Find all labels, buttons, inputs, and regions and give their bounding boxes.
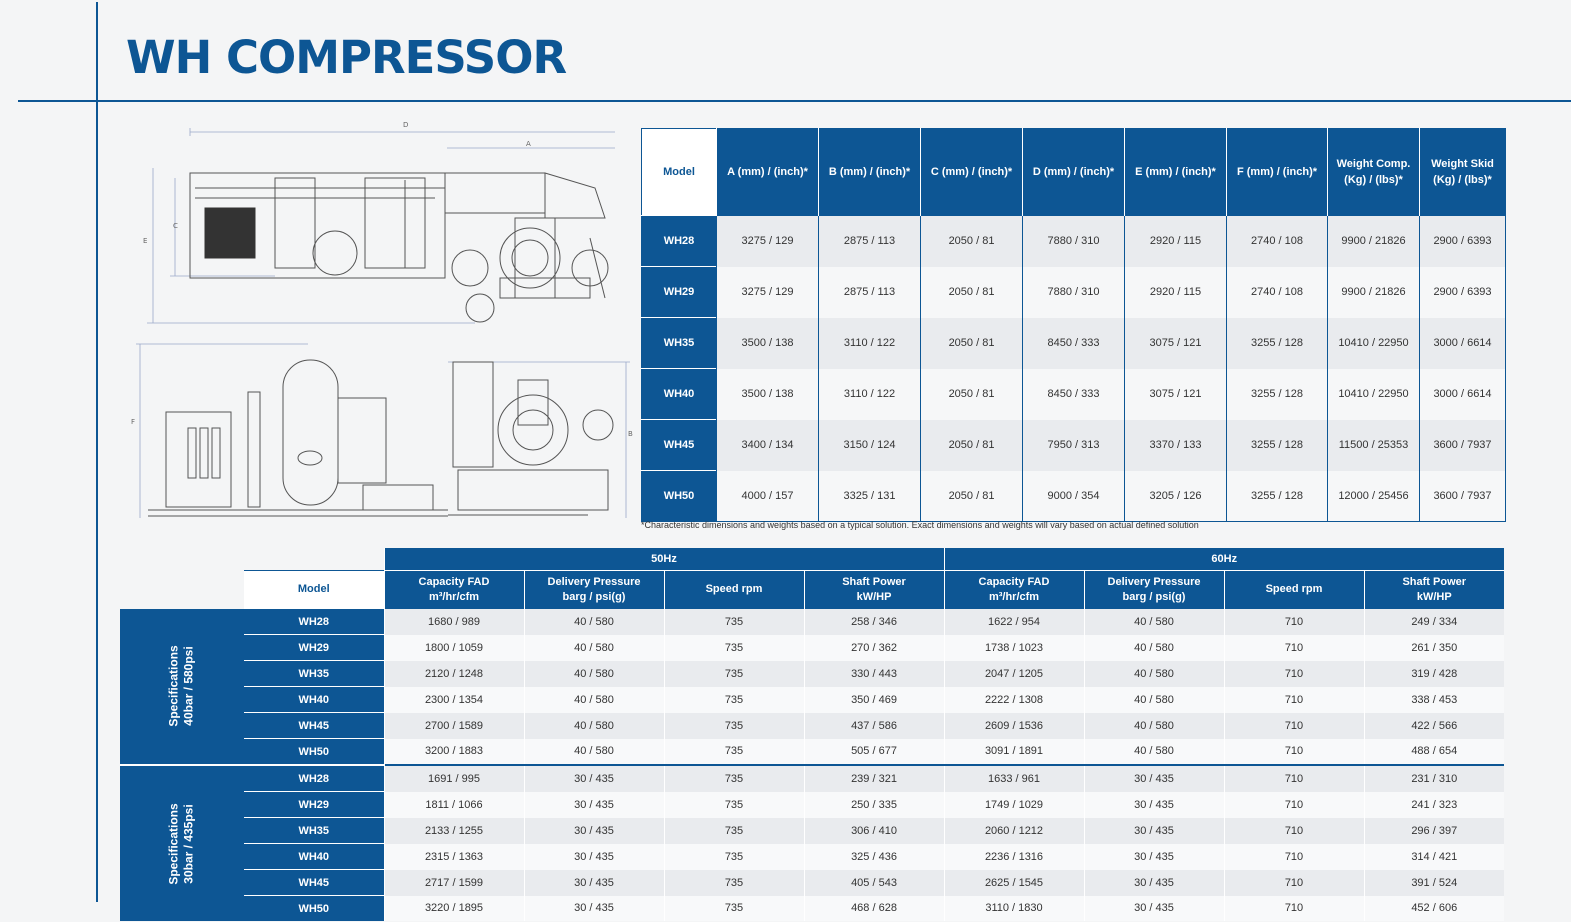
spec-header-50hz: 50Hz [384,548,944,571]
spec-value: 710 [1224,609,1364,635]
spec-value: 735 [664,844,804,870]
spec-value: 30 / 435 [524,844,664,870]
spec-value: 250 / 335 [804,792,944,818]
spec-row [120,765,1504,792]
dimension-value: 3150 / 124 [819,420,921,471]
dim-header-d: D (mm) / (inch)* [1023,129,1125,216]
spec-value: 30 / 435 [524,896,664,922]
dimension-value: 8450 / 333 [1023,369,1125,420]
spec-value: 710 [1224,818,1364,844]
spec-value: 261 / 350 [1364,635,1504,661]
spec-header-text: Capacity FAD [418,575,490,588]
spec-value: 710 [1224,870,1364,896]
spec-value: 40 / 580 [1084,635,1224,661]
spec-value: 2047 / 1205 [944,661,1084,687]
dimension-value: 2050 / 81 [921,267,1023,318]
spec-value: 30 / 435 [1084,818,1224,844]
spec-value: 2236 / 1316 [944,844,1084,870]
dim-header-e: E (mm) / (inch)* [1125,129,1227,216]
spec-header-model: Model [244,571,384,609]
spec-value: 330 / 443 [804,661,944,687]
spec-value: 40 / 580 [524,739,664,766]
model-cell: WH29 [244,792,384,818]
spec-group-label-text [167,803,197,884]
spec-row [120,844,1504,870]
spec-value: 2625 / 1545 [944,870,1084,896]
spec-value: 40 / 580 [524,609,664,635]
spec-value: 735 [664,713,804,739]
dimension-value: 2050 / 81 [921,318,1023,369]
spec-row [120,635,1504,661]
dimension-value: 3255 / 128 [1227,369,1328,420]
spec-header-unit: kW/HP [1416,590,1452,603]
spec-value: 735 [664,818,804,844]
dim-header-weight-skid: Weight Skid (Kg) / (lbs)* [1420,129,1506,216]
model-cell: WH40 [244,844,384,870]
spec-header-unit: barg / psi(g) [1122,590,1186,603]
spec-value: 710 [1224,635,1364,661]
spec-value: 1680 / 989 [384,609,524,635]
dimensions-header-row [642,129,1506,216]
dimensions-row [642,267,1506,318]
dimension-value: 2740 / 108 [1227,267,1328,318]
dim-label-e: E [143,237,148,245]
dimension-value: 2920 / 115 [1125,267,1227,318]
model-cell: WH40 [642,369,717,420]
spec-value: 30 / 435 [524,792,664,818]
spec-subheader-row [120,571,1504,609]
spec-group-pressure: 40bar / 580psi [181,646,196,726]
spec-value: 710 [1224,687,1364,713]
dimension-value: 3255 / 128 [1227,471,1328,522]
spec-value: 2222 / 1308 [944,687,1084,713]
spec-value: 319 / 428 [1364,661,1504,687]
spec-group-title: Specifications [166,802,181,885]
dimensions-row [642,369,1506,420]
dimension-value: 3600 / 7937 [1420,471,1506,522]
spec-frequency-row [120,548,1504,571]
spec-value: 2609 / 1536 [944,713,1084,739]
spec-value: 3200 / 1883 [384,739,524,766]
spec-value: 2315 / 1363 [384,844,524,870]
spec-value: 40 / 580 [1084,739,1224,766]
dimension-value: 3110 / 122 [819,369,921,420]
spec-header-text: Capacity FAD [978,575,1050,588]
dimension-value: 8450 / 333 [1023,318,1125,369]
spec-value: 2120 / 1248 [384,661,524,687]
spec-header-text: Shaft Power [842,575,906,588]
spec-value: 710 [1224,739,1364,766]
spec-header-unit: barg / psi(g) [562,590,626,603]
dimensions-row [642,318,1506,369]
spec-value: 296 / 397 [1364,818,1504,844]
model-cell: WH28 [642,216,717,267]
spec-header-text: Speed rpm [1265,583,1323,596]
spec-header-capacity-60 [944,571,1084,609]
spec-value: 710 [1224,792,1364,818]
dimension-value: 2875 / 113 [819,267,921,318]
spec-header-speed-60 [1224,571,1364,609]
spec-value: 30 / 435 [524,818,664,844]
model-cell: WH45 [244,713,384,739]
model-cell: WH35 [642,318,717,369]
model-cell: WH29 [642,267,717,318]
spec-value: 3220 / 1895 [384,896,524,922]
model-cell: WH45 [244,870,384,896]
dim-header-c: C (mm) / (inch)* [921,129,1023,216]
spec-value: 1633 / 961 [944,765,1084,792]
spec-value: 735 [664,896,804,922]
dimension-value: 3325 / 131 [819,471,921,522]
dimension-value: 3000 / 6614 [1420,369,1506,420]
spec-row [120,870,1504,896]
page-title: WH COMPRESSOR [126,31,567,84]
dimension-value: 10410 / 22950 [1328,318,1420,369]
dim-label-b: B [628,430,633,438]
model-cell: WH29 [244,635,384,661]
dimensions-row [642,471,1506,522]
dimensions-row [642,216,1506,267]
spec-value: 40 / 580 [524,661,664,687]
spec-value: 314 / 421 [1364,844,1504,870]
model-cell: WH28 [244,765,384,792]
spec-value: 452 / 606 [1364,896,1504,922]
model-cell: WH50 [244,739,384,766]
spec-value: 3091 / 1891 [944,739,1084,766]
spec-value: 735 [664,765,804,792]
spec-value: 468 / 628 [804,896,944,922]
spec-value: 40 / 580 [1084,687,1224,713]
model-cell: WH28 [244,609,384,635]
dimensions-row [642,420,1506,471]
spec-header-text: Delivery Pressure [1107,575,1201,588]
dimension-value: 3075 / 121 [1125,318,1227,369]
spec-value: 2300 / 1354 [384,687,524,713]
dimension-value: 11500 / 25353 [1328,420,1420,471]
dimension-value: 10410 / 22950 [1328,369,1420,420]
spec-value: 30 / 435 [1084,870,1224,896]
spec-value: 735 [664,870,804,896]
dimension-value: 9900 / 21826 [1328,267,1420,318]
spec-value: 40 / 580 [1084,661,1224,687]
spec-value: 40 / 580 [524,687,664,713]
spec-value: 488 / 654 [1364,739,1504,766]
spec-value: 270 / 362 [804,635,944,661]
dimension-value: 3255 / 128 [1227,318,1328,369]
dim-label-c: C [173,222,178,230]
dimension-value: 4000 / 157 [717,471,819,522]
dimension-value: 2900 / 6393 [1420,267,1506,318]
dim-header-f: F (mm) / (inch)* [1227,129,1328,216]
dimension-value: 2740 / 108 [1227,216,1328,267]
spec-value: 30 / 435 [1084,792,1224,818]
spec-group-label [120,609,244,766]
spec-header-pressure-50 [524,571,664,609]
spec-value: 239 / 321 [804,765,944,792]
spec-blank-cell [120,548,244,571]
spec-header-unit: m³/hr/cfm [988,590,1040,603]
spec-value: 325 / 436 [804,844,944,870]
spec-value: 3110 / 1830 [944,896,1084,922]
spec-row [120,818,1504,844]
spec-value: 710 [1224,896,1364,922]
spec-header-60hz: 60Hz [944,548,1504,571]
spec-value: 2717 / 1599 [384,870,524,896]
dimension-value: 3600 / 7937 [1420,420,1506,471]
dimension-value: 3400 / 134 [717,420,819,471]
model-cell: WH35 [244,661,384,687]
dimension-value: 7880 / 310 [1023,267,1125,318]
dimension-value: 3275 / 129 [717,267,819,318]
spec-value: 710 [1224,661,1364,687]
spec-value: 30 / 435 [524,765,664,792]
dimension-value: 9000 / 354 [1023,471,1125,522]
spec-value: 1800 / 1059 [384,635,524,661]
spec-row [120,713,1504,739]
spec-group-label-text [167,646,197,727]
spec-group-pressure: 30bar / 435psi [181,803,196,884]
model-cell: WH45 [642,420,717,471]
dim-label-a: A [526,140,531,148]
spec-value: 231 / 310 [1364,765,1504,792]
spec-value: 1622 / 954 [944,609,1084,635]
compressor-front-view-drawing [128,340,633,520]
dimensions-footnote: *Characteristic dimensions and weights based on a typical solution. Exact dimensions and weights will vary based on actual defined solution [641,520,1199,530]
spec-value: 1811 / 1066 [384,792,524,818]
vertical-rule [96,2,98,902]
dimension-value: 3500 / 138 [717,318,819,369]
spec-value: 437 / 586 [804,713,944,739]
model-cell: WH50 [244,896,384,922]
spec-row [120,609,1504,635]
dimension-value: 2050 / 81 [921,471,1023,522]
dimensions-table [641,128,1506,522]
compressor-side-view-drawing [135,118,615,330]
dimension-value: 3075 / 121 [1125,369,1227,420]
dimension-value: 2875 / 113 [819,216,921,267]
dimension-value: 3500 / 138 [717,369,819,420]
spec-header-speed-50 [664,571,804,609]
spec-value: 1691 / 995 [384,765,524,792]
spec-value: 735 [664,739,804,766]
spec-value: 40 / 580 [524,713,664,739]
spec-value: 735 [664,792,804,818]
spec-value: 241 / 323 [1364,792,1504,818]
spec-group-label [120,765,244,921]
spec-value: 350 / 469 [804,687,944,713]
dimension-value: 3275 / 129 [717,216,819,267]
dimension-value: 3000 / 6614 [1420,318,1506,369]
spec-value: 422 / 566 [1364,713,1504,739]
spec-value: 30 / 435 [524,870,664,896]
dim-header-weight-comp: Weight Comp. (Kg) / (lbs)* [1328,129,1420,216]
dimension-value: 3110 / 122 [819,318,921,369]
specifications-table [120,548,1504,921]
spec-value: 249 / 334 [1364,609,1504,635]
dimension-value: 2050 / 81 [921,369,1023,420]
spec-row [120,896,1504,922]
dim-header-b: B (mm) / (inch)* [819,129,921,216]
spec-header-capacity-50 [384,571,524,609]
dim-label-d: D [403,121,409,129]
spec-value: 735 [664,609,804,635]
spec-value: 338 / 453 [1364,687,1504,713]
dimension-value: 2900 / 6393 [1420,216,1506,267]
spec-header-text: Delivery Pressure [547,575,641,588]
spec-value: 505 / 677 [804,739,944,766]
horizontal-rule [18,100,1571,102]
spec-header-text: Shaft Power [1402,575,1467,588]
spec-header-unit: m³/hr/cfm [428,590,480,603]
spec-header-pressure-60 [1084,571,1224,609]
spec-value: 306 / 410 [804,818,944,844]
spec-row [120,792,1504,818]
spec-header-power-50 [804,571,944,609]
spec-value: 2133 / 1255 [384,818,524,844]
spec-value: 40 / 580 [1084,713,1224,739]
spec-value: 30 / 435 [1084,765,1224,792]
model-cell: WH40 [244,687,384,713]
spec-value: 405 / 543 [804,870,944,896]
spec-header-power-60 [1364,571,1504,609]
spec-value: 735 [664,661,804,687]
spec-value: 40 / 580 [524,635,664,661]
dimension-value: 7950 / 313 [1023,420,1125,471]
dimension-value: 12000 / 25456 [1328,471,1420,522]
dim-label-f: F [131,418,136,426]
dimension-value: 3205 / 126 [1125,471,1227,522]
dimension-value: 2050 / 81 [921,420,1023,471]
dimension-value: 7880 / 310 [1023,216,1125,267]
spec-header-text: Speed rpm [705,583,763,596]
dimension-value: 2920 / 115 [1125,216,1227,267]
spec-blank-cell [120,571,244,609]
spec-value: 735 [664,687,804,713]
spec-value: 258 / 346 [804,609,944,635]
spec-row [120,739,1504,766]
spec-value: 40 / 580 [1084,609,1224,635]
dimension-value: 9900 / 21826 [1328,216,1420,267]
dimension-value: 3370 / 133 [1125,420,1227,471]
spec-value: 2060 / 1212 [944,818,1084,844]
spec-value: 710 [1224,713,1364,739]
spec-value: 710 [1224,765,1364,792]
spec-value: 391 / 524 [1364,870,1504,896]
spec-row [120,661,1504,687]
spec-value: 30 / 435 [1084,896,1224,922]
spec-group-title: Specifications [166,645,181,727]
dimension-value: 3255 / 128 [1227,420,1328,471]
model-cell: WH35 [244,818,384,844]
spec-value: 1749 / 1029 [944,792,1084,818]
spec-value: 1738 / 1023 [944,635,1084,661]
model-cell: WH50 [642,471,717,522]
dim-header-model: Model [642,129,717,216]
spec-value: 735 [664,635,804,661]
spec-row [120,687,1504,713]
spec-value: 710 [1224,844,1364,870]
spec-value: 30 / 435 [1084,844,1224,870]
spec-blank-cell [244,548,384,571]
spec-value: 2700 / 1589 [384,713,524,739]
dim-header-a: A (mm) / (inch)* [717,129,819,216]
dimension-value: 2050 / 81 [921,216,1023,267]
spec-header-unit: kW/HP [856,590,892,603]
